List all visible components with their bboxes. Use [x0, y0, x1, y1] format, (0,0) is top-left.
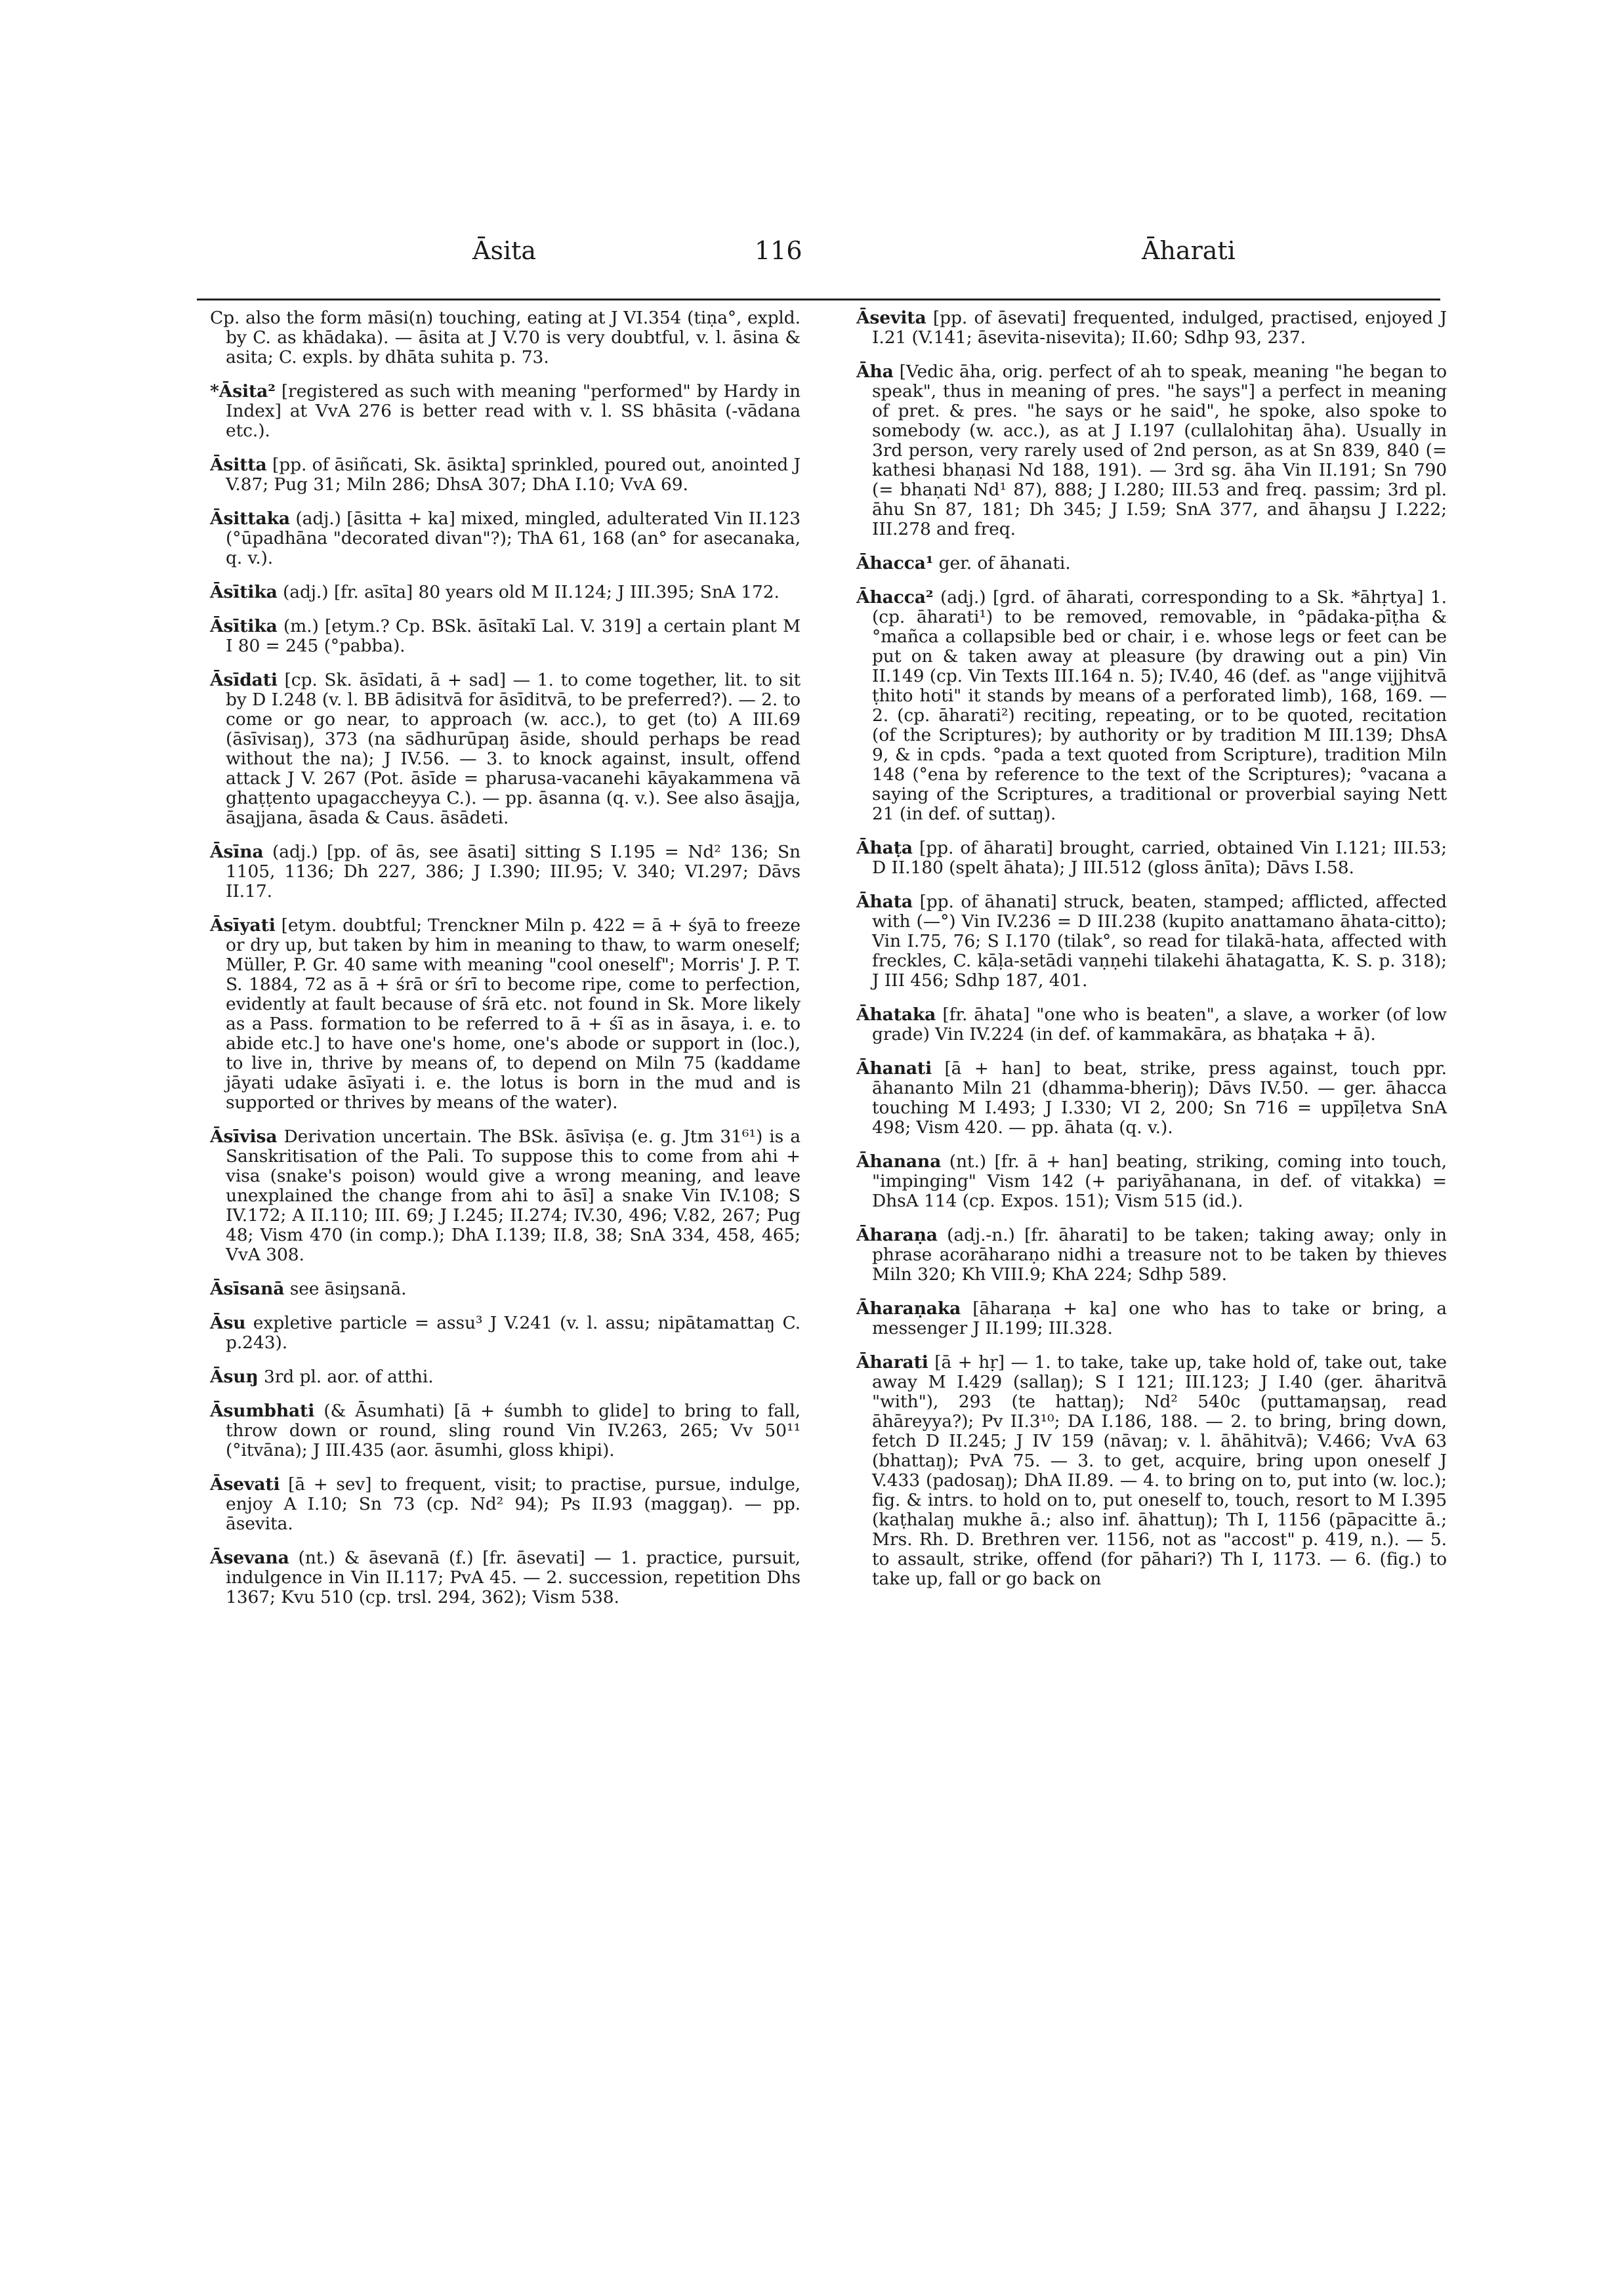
entry-headword: *Āsita²	[210, 381, 276, 402]
entry-definition: see āsiŋsanā.	[284, 1279, 407, 1299]
dictionary-entry	[210, 671, 801, 828]
entry-headword: Āsu	[210, 1313, 246, 1333]
entry-definition: [fr. āhata] "one who is beaten", a slave, a worker (of low grade) Vin IV.224 (in def. of kammakāra, as bhaṭaka + ā).	[872, 1004, 1447, 1044]
dictionary-entry	[210, 1548, 801, 1607]
dictionary-entry	[210, 1127, 801, 1265]
entry-headword: Āsīyati	[210, 915, 276, 936]
entry-headword: Āsittaka	[210, 508, 290, 529]
dictionary-entry	[210, 509, 801, 568]
entry-definition: (adj.) [āsitta + ka] mixed, mingled, adulterated Vin II.123 (°ūpadhāna "decorated divan"?); ThA 61, 168 (an° for asecanaka, q. v.).	[226, 508, 801, 568]
entry-definition: [pp. of āsevati] frequented, indulged, practised, enjoyed J I.21 (V.141; āsevita-nisevita); II.60; Sdhp 93, 237.	[872, 308, 1447, 348]
dictionary-entry	[210, 1279, 801, 1299]
entry-headword: Āsevana	[210, 1548, 289, 1568]
entry-headword: Āhata	[856, 892, 913, 912]
entry-definition: expletive particle = assu³ J V.241 (v. l. assu; nipātamattaŋ C. p.243).	[226, 1313, 801, 1353]
entry-headword: Āharaṇa	[856, 1225, 938, 1245]
entry-definition: [ā + han] to beat, strike, press against, touch ppr. āhananto Miln 21 (dhamma-bheriŋ); Dāvs IV.50. — ger. āhacca touching M I.493; J I.330; VI 2, 200; Sn 716 = uppīḷetva SnA 498; Vism 420. — pp. āhata (q. v.).	[872, 1058, 1447, 1138]
entry-headword: Āhacca¹	[856, 553, 934, 573]
entry-definition: (adj.) [fr. asīta] 80 years old M II.124; J III.395; SnA 172.	[277, 582, 780, 602]
header-right-headword: Āharati	[1142, 236, 1236, 265]
entry-definition: [cp. Sk. āsīdati, ā + sad] — 1. to come together, lit. to sit by D I.248 (v. l. BB ādisitvā for āsīditvā, to be preferred?). — 2. to come or go near, to approach (w. acc.), to get (to) A III.69 (āsīvisaŋ), 373 (na sādhurūpaŋ āside, should perhaps be read without the na); J IV.56. — 3. to knock against, insult, offend attack J V. 267 (Pot. āsīde = pharusa-vacanehi kāyakammena vā ghaṭṭento upagaccheyya C.). — pp. āsanna (q. v.). See also āsajja, āsajjana, āsada & Caus. āsādeti.	[226, 670, 801, 828]
dictionary-entry	[856, 554, 1447, 573]
entry-definition: [āharaṇa + ka] one who has to take or bring, a messenger J II.199; III.328.	[872, 1298, 1447, 1338]
entry-headword: Āha	[856, 362, 894, 382]
entry-definition: [registered as such with meaning "performed" by Hardy in Index] at VvA 276 is better read with v. l. SS bhāsita (-vādana etc.).	[226, 381, 801, 441]
entry-definition: [etym. doubtful; Trenckner Miln p. 422 = ā + śyā to freeze or dry up, but taken by him in meaning to thaw, to warm oneself; Müller, P. Gr. 40 same with meaning "cool oneself"; Morris' J. P. T. S. 1884, 72 as ā + śrā or śrī to become ripe, come to perfection, evidently at fault because of śrā etc. not found in Sk. More likely as a Pass. formation to be referred to ā + śī as in āsaya, i. e. to abide etc.] to have one's home, one's abode or support in (loc.), to live in, thrive by means of, to depend on Miln 75 (kaddame jāyati udake āsīyati i. e. the lotus is born in the mud and is supported or thrives by means of the water).	[226, 915, 801, 1113]
entry-headword: Āhanati	[856, 1058, 932, 1079]
dictionary-entry	[210, 1367, 801, 1387]
dictionary-entry	[856, 1226, 1447, 1285]
dictionary-entry	[856, 1005, 1447, 1044]
entry-headword: Āhacca²	[856, 587, 934, 608]
entry-definition: [ā + sev] to frequent, visit; to practise, pursue, indulge, enjoy A I.10; Sn 73 (cp. Nd² 94); Ps II.93 (maggaŋ). — pp. āsevita.	[226, 1474, 801, 1534]
dictionary-entry	[856, 1059, 1447, 1138]
entry-headword: Āsevati	[210, 1474, 280, 1495]
entry-headword: Āharati	[856, 1352, 928, 1373]
dictionary-entry	[856, 362, 1447, 539]
entry-definition: [pp. of āharati] brought, carried, obtained Vin I.121; III.53; D II.180 (spelt āhata); J III.512 (gloss ānīta); Dāvs I.58.	[872, 838, 1447, 878]
right-column	[856, 308, 1447, 1603]
entry-definition: (nt.) [fr. ā + han] beating, striking, coming into touch, "impinging" Vism 142 (+ pariyāhanana, in def. of vitakka) = DhsA 114 (cp. Expos. 151); Vism 515 (id.).	[872, 1151, 1447, 1211]
entry-headword: Āsīdati	[210, 670, 278, 690]
entry-definition: (adj.) [grd. of āharati, corresponding to a Sk. *āhṛtya] 1. (cp. āharati¹) to be removed, removable, in °pādaka-pīṭha & °mañca a collapsible bed or chair, i e. whose legs or feet can be put on & taken away at pleasure (by drawing out a pin) Vin II.149 (cp. Vin Texts III.164 n. 5); IV.40, 46 (def. as "ange vijjhitvā ṭhito hoti" it stands by means of a perforated limb), 168, 169. — 2. (cp. āharati²) reciting, repeating, or to be quoted, recitation (of the Scriptures); by authority or by tradition M III.139; DhsA 9, & in cpds. °pada a text quoted from Scripture), tradition Miln 148 (°ena by reference to the text of the Scriptures); °vacana a saying of the Scriptures, a traditional or proverbial saying Nett 21 (in def. of suttaŋ).	[872, 587, 1447, 824]
entry-headword: Āsītika	[210, 616, 278, 636]
entry-headword: Āsitta	[210, 455, 267, 475]
entry-headword: Āhaṭa	[856, 838, 913, 858]
entry-definition: (adj.-n.) [fr. āharati] to be taken; taking away; only in phrase acorāharaṇo nidhi a treasure not to be taken by thieves Miln 320; Kh VIII.9; KhA 224; Sdhp 589.	[872, 1225, 1447, 1285]
entry-definition: ger. of āhanati.	[933, 553, 1071, 573]
entry-headword: Āsumbhati	[210, 1401, 315, 1421]
dictionary-entry	[210, 1475, 801, 1534]
entry-headword: Āsītika	[210, 582, 278, 602]
entry-definition: 3rd pl. aor. of atthi.	[258, 1367, 434, 1387]
entry-definition: (& Āsumhati) [ā + śumbh to glide] to bring to fall, throw down or round, sling round Vin IV.263, 265; Vv 50¹¹ (°itvāna); J III.435 (aor. āsumhi, gloss khipi).	[226, 1401, 801, 1460]
entry-definition: [pp. of āhanati] struck, beaten, stamped; afflicted, affected with (—°) Vin IV.236 = D III.238 (kupito anattamano āhata-citto); Vin I.75, 76; S I.170 (tilak°, so read for tilakā-hata, affected with freckles, C. kāḷa-setādi vaṇṇehi tilakehi āhatagatta, K. S. p. 318); J III 456; Sdhp 187, 401.	[872, 892, 1447, 991]
entry-definition: [ā + hṛ] — 1. to take, take up, take hold of, take out, take away M I.429 (sallaŋ); S I 121; III.123; J I.40 (ger. āharitvā "with"), 293 (te hattaŋ); Nd² 540c (puttamaŋsaŋ, read āhāreyya?); Pv II.3¹⁰; DA I.186, 188. — 2. to bring, bring down, fetch D II.245; J IV 159 (nāvaŋ; v. l. āhāhitvā); V.466; VvA 63 (bhattaŋ); PvA 75. — 3. to get, acquire, bring upon oneself J V.433 (padosaŋ); DhA II.89. — 4. to bring on to, put into (w. loc.); fig. & intrs. to hold on to, put oneself to, touch, resort to M I.395 (kaṭhalaŋ mukhe ā.; also inf. āhattuŋ); Th I, 1156 (pāpacitte ā.; Mrs. Rh. D. Brethren ver. 1156, not as "accost" p. 419, n.). — 5. to assault, strike, offend (for pāhari?) Th I, 1173. — 6. (fig.) to take up, fall or go back on	[872, 1352, 1447, 1589]
dictionary-entry	[210, 455, 801, 495]
entry-definition: Derivation uncertain. The BSk. āsīviṣa (e. g. Jtm 31⁶¹) is a Sanskritisation of the Pali. To suppose this to come from ahi + visa (snake's poison) would give a wrong meaning, and leave unexplained the change from ahi to āsī] a snake Vin IV.108; S IV.172; A II.110; III. 69; J I.245; II.274; IV.30, 496; V.82, 267; Pug 48; Vism 470 (in comp.); DhA I.139; II.8, 38; SnA 334, 458, 465; VvA 308.	[226, 1127, 801, 1265]
dictionary-entry	[856, 1152, 1447, 1211]
dictionary-entry	[210, 583, 801, 602]
dictionary-entry	[210, 842, 801, 901]
left-column	[210, 308, 801, 1622]
entry-definition: (adj.) [pp. of ās, see āsati] sitting S I.195 = Nd² 136; Sn 1105, 1136; Dh 227, 386; J I.390; III.95; V. 340; VI.297; Dāvs II.17.	[226, 842, 801, 901]
dictionary-entry	[856, 1299, 1447, 1338]
dictionary-entry	[210, 916, 801, 1113]
dictionary-entry	[210, 617, 801, 656]
dictionary-entry	[210, 1401, 801, 1460]
entry-definition: (nt.) & āsevanā (f.) [fr. āsevati] — 1. practice, pursuit, indulgence in Vin II.117; PvA 45. — 2. succession, repetition Dhs 1367; Kvu 510 (cp. trsl. 294, 362); Vism 538.	[226, 1548, 801, 1607]
entry-definition: Cp. also the form māsi(n) touching, eating at J VI.354 (tiṇa°, expld. by C. as khādaka). — āsita at J V.70 is very doubtful, v. l. āsina & asita; C. expls. by dhāta suhita p. 73.	[210, 308, 801, 367]
entry-headword: Āsīna	[210, 842, 264, 862]
entry-headword: Āsevita	[856, 308, 927, 328]
dictionary-entry	[210, 308, 801, 367]
entry-headword: Āsīvisa	[210, 1127, 278, 1147]
entry-headword: Āsuŋ	[210, 1367, 259, 1387]
page-header	[197, 236, 1440, 282]
dictionary-entry	[856, 588, 1447, 824]
dictionary-entry	[856, 838, 1447, 878]
header-rule	[197, 299, 1440, 300]
header-left-headword: Āsita	[472, 236, 537, 265]
page-number: 116	[755, 236, 802, 265]
dictionary-entry	[856, 308, 1447, 348]
dictionary-entry	[856, 1353, 1447, 1589]
entry-definition: [pp. of āsiñcati, Sk. āsikta] sprinkled, poured out, anointed J V.87; Pug 31; Miln 286; DhsA 307; DhA I.10; VvA 69.	[226, 455, 801, 495]
dictionary-entry	[210, 382, 801, 441]
entry-headword: Āhanana	[856, 1151, 942, 1172]
entry-definition: [Vedic āha, orig. perfect of ah to speak, meaning "he began to speak", thus in meaning of pres. "he says"] a perfect in meaning of pret. & pres. "he says or he said", he spoke, also spoke to somebody (w. acc.), as at J I.197 (cullalohitaŋ āha). Usually in 3rd person, very rarely used of 2nd person, as at Sn 839, 840 (= kathesi bhaṇasi Nd 188, 191). — 3rd sg. āha Vin II.191; Sn 790 (= bhaṇati Nd¹ 87), 888; J I.280; III.53 and freq. passim; 3rd pl. āhu Sn 87, 181; Dh 345; J I.59; SnA 377, and āhaŋsu J I.222; III.278 and freq.	[872, 362, 1447, 539]
dictionary-entry	[210, 1313, 801, 1353]
dictionary-entry	[856, 892, 1447, 991]
entry-headword: Āharaṇaka	[856, 1298, 961, 1319]
entry-headword: Āsīsanā	[210, 1279, 285, 1299]
entry-headword: Āhataka	[856, 1004, 936, 1025]
entry-definition: (m.) [etym.? Cp. BSk. āsītakī Lal. V. 319] a certain plant M I 80 = 245 (°pabba).	[226, 616, 801, 656]
